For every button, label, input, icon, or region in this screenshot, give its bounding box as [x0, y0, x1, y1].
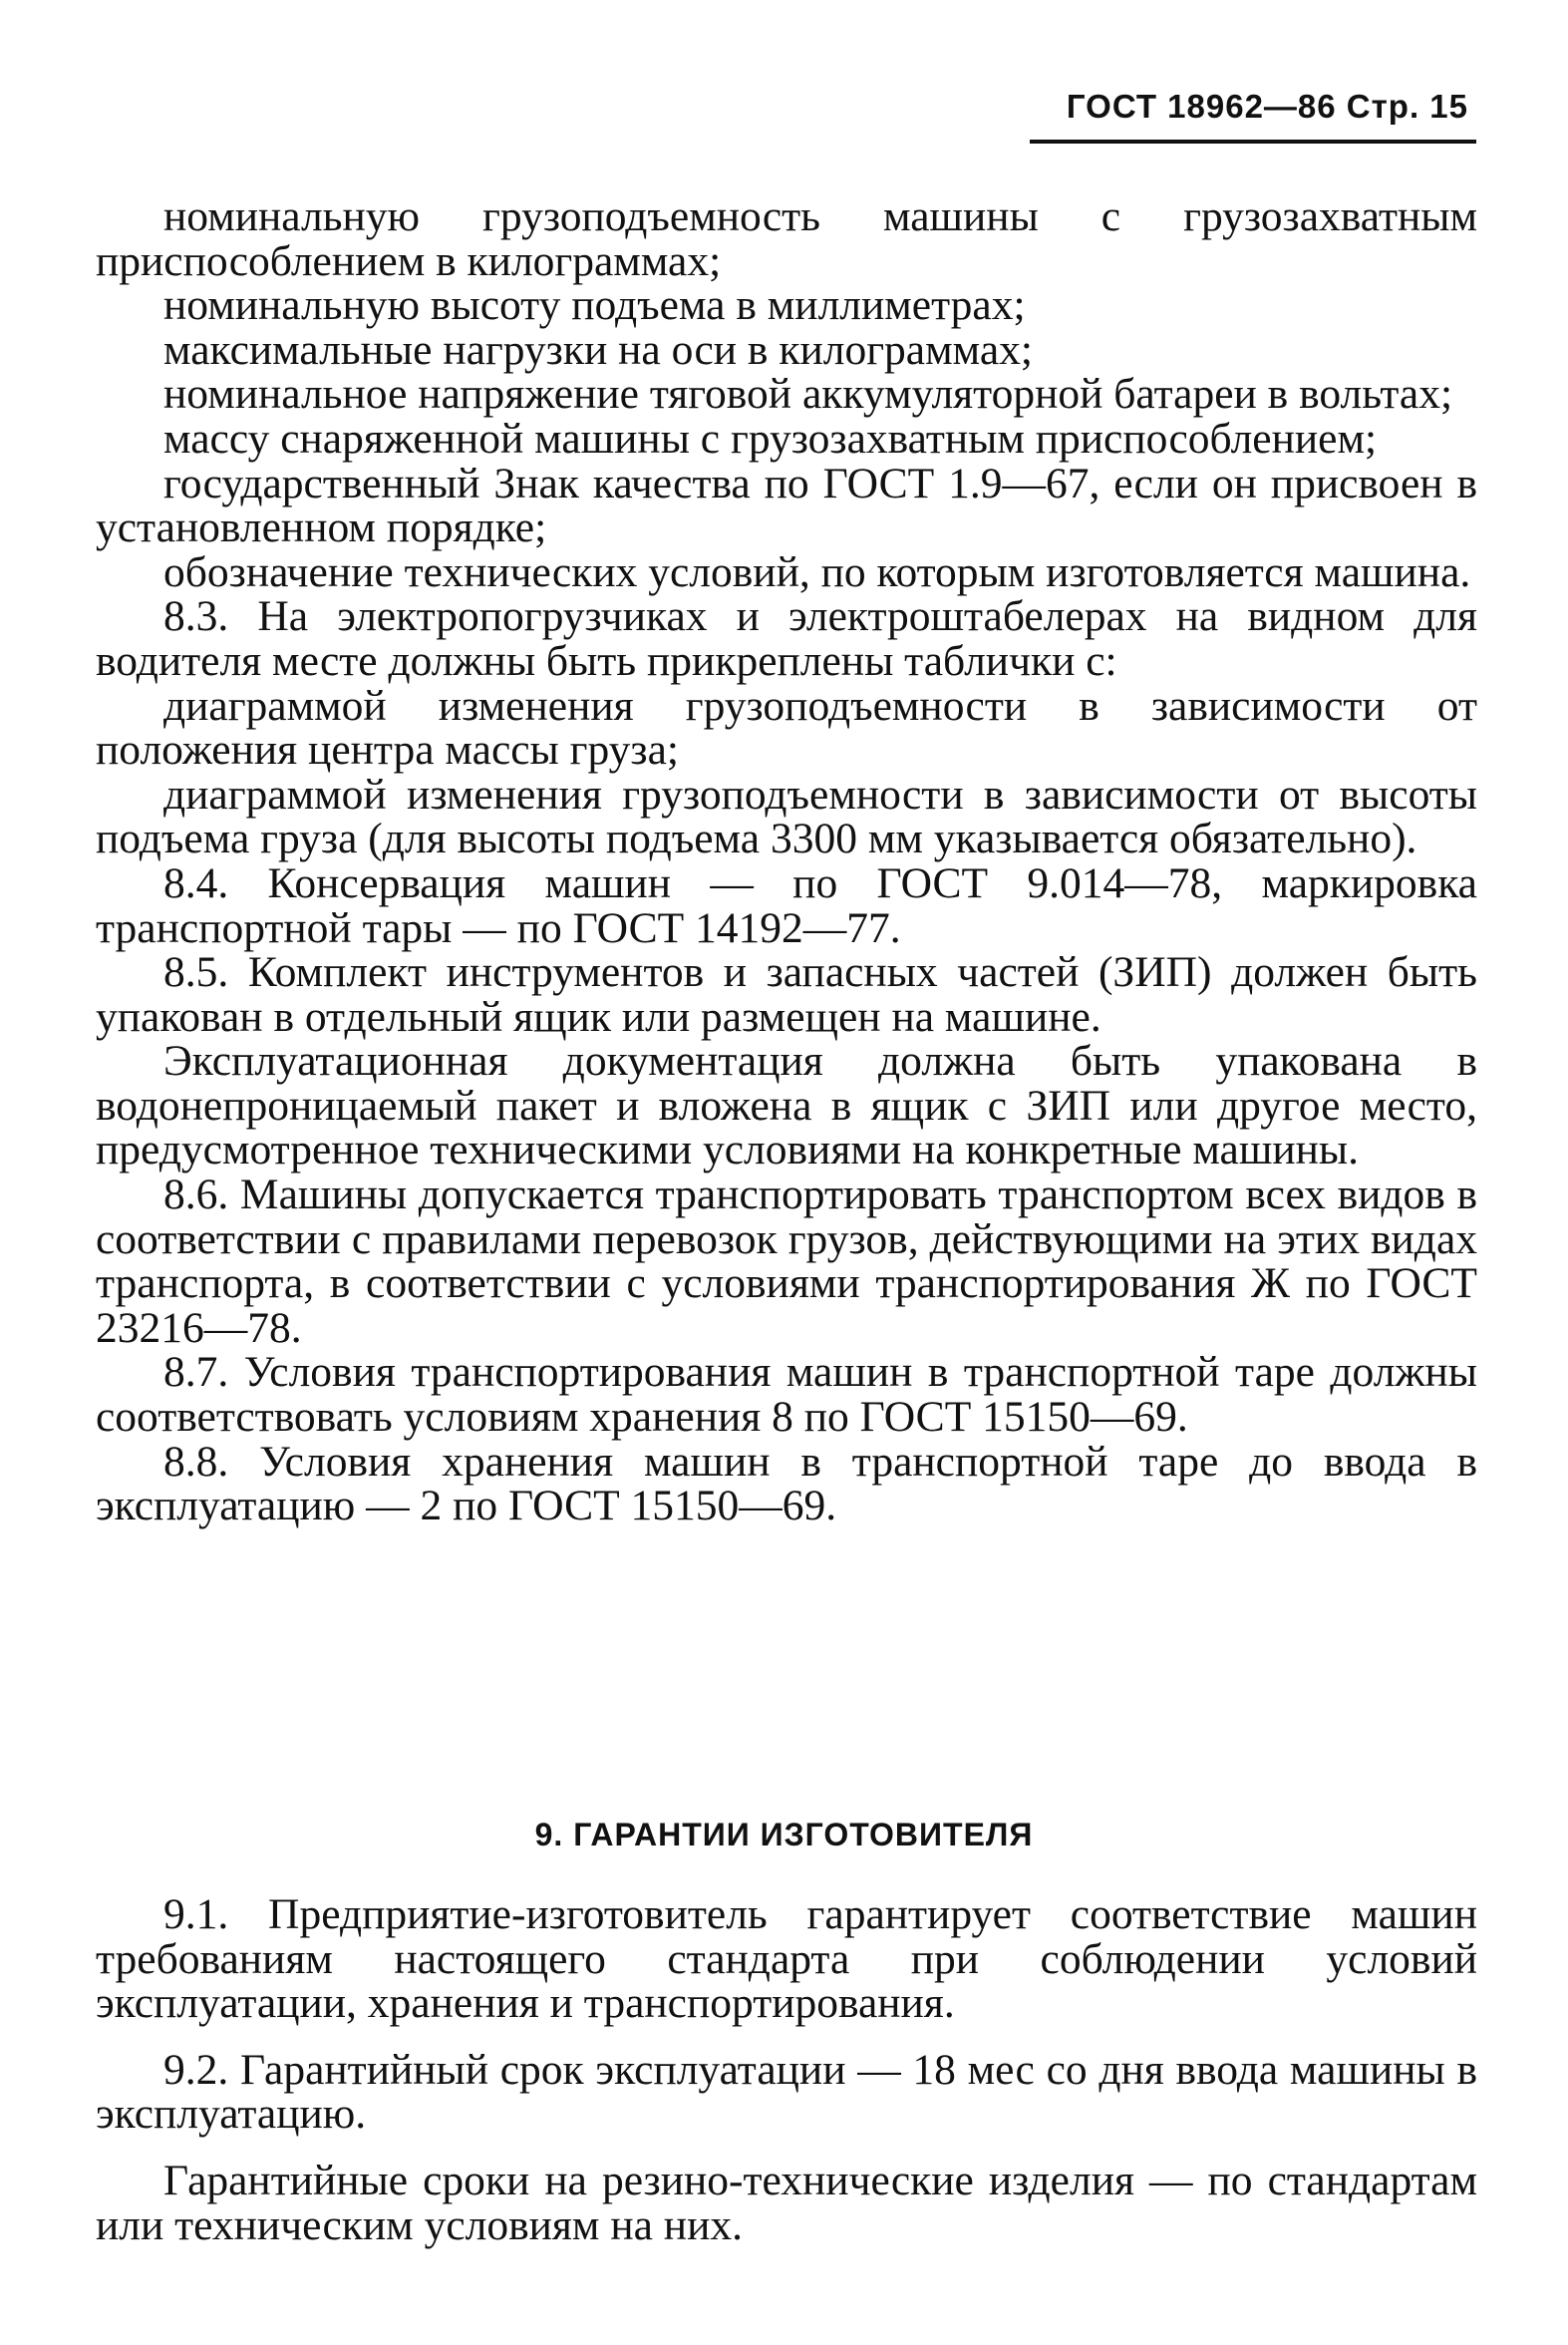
paragraph: номинальную грузоподъемность машины с грузозахватным приспособлением в килограммах; — [96, 192, 1477, 285]
section-title: 9. ГАРАНТИИ ИЗГОТОВИТЕЛЯ — [534, 1817, 1034, 1852]
clause-8-4: 8.4. Консервация машин — по ГОСТ 9.014—78, маркировка транспортной тары — по ГОСТ 14192—77. — [96, 858, 1477, 952]
paragraph: номинальное напряжение тяговой аккумуляторной батареи в вольтах; — [163, 370, 1453, 419]
paragraph: диаграммой изменения грузоподъемности в зависимости от положения центра массы груза; — [96, 681, 1477, 775]
paragraph: номинальную высоту подъема в миллиметрах; — [163, 281, 1026, 330]
page-header: ГОСТ 18962—86 Стр. 15 — [1066, 88, 1468, 125]
paragraph: массу снаряженной машины с грузозахватным приспособлением; — [163, 414, 1378, 463]
section-text — [96, 1892, 1477, 2269]
paragraph: Эксплуатационная документация должна быть упакована в водонепроницаемый пакет и вложена в ящик с ЗИП или другое место, предусмотренное техническими условиями на конкретные машины. — [96, 1037, 1477, 1174]
paragraph: государственный Знак качества по ГОСТ 1.9—67, если он присвоен в установленном порядке; — [96, 459, 1477, 552]
clause-8-8: 8.8. Условия хранения машин в транспортной таре до ввода в эксплуатацию — 2 по ГОСТ 15150—69. — [96, 1437, 1477, 1530]
paragraph: обозначение технических условий, по которым изготовляется машина. — [163, 547, 1471, 596]
clause-8-6: 8.6. Машины допускается транспортировать транспортом всех видов в соответствии с правилами перевозок грузов, действующими на этих видах транспорта, в соответствии с условиями транспортирования Ж по ГОСТ 23216—78. — [96, 1171, 1477, 1352]
clause-8-7: 8.7. Условия транспортирования машин в транспортной таре должны соответствовать условиям хранения 8 по ГОСТ 15150—69. — [96, 1348, 1477, 1442]
header-rule — [1030, 140, 1476, 144]
paragraph: Гарантийные сроки на резино-технические изделия — по стандартам или техническим условиям на них. — [96, 2156, 1477, 2249]
body-text — [96, 194, 1477, 1528]
paragraph: максимальные нагрузки на оси в килограммах; — [163, 325, 1033, 374]
paragraph: диаграммой изменения грузоподъемности в зависимости от высоты подъема груза (для высоты подъема 3300 мм указывается обязательно). — [96, 770, 1477, 863]
clause-8-5: 8.5. Комплект инструментов и запасных частей (ЗИП) должен быть упакован в отдельный ящик или размещен на машине. — [96, 948, 1477, 1041]
clause-9-1: 9.1. Предприятие-изготовитель гарантирует соответствие машин требованиям настоящего стандарта при соблюдении условий эксплуатации, хранения и транспортирования. — [96, 1890, 1477, 2028]
clause-9-2: 9.2. Гарантийный срок эксплуатации — 18 мес со дня ввода машины в эксплуатацию. — [96, 2045, 1477, 2139]
clause-8-3: 8.3. На электропогрузчиках и электроштабелерах на видном для водителя месте должны быть прикреплены таблички с: — [96, 592, 1477, 685]
